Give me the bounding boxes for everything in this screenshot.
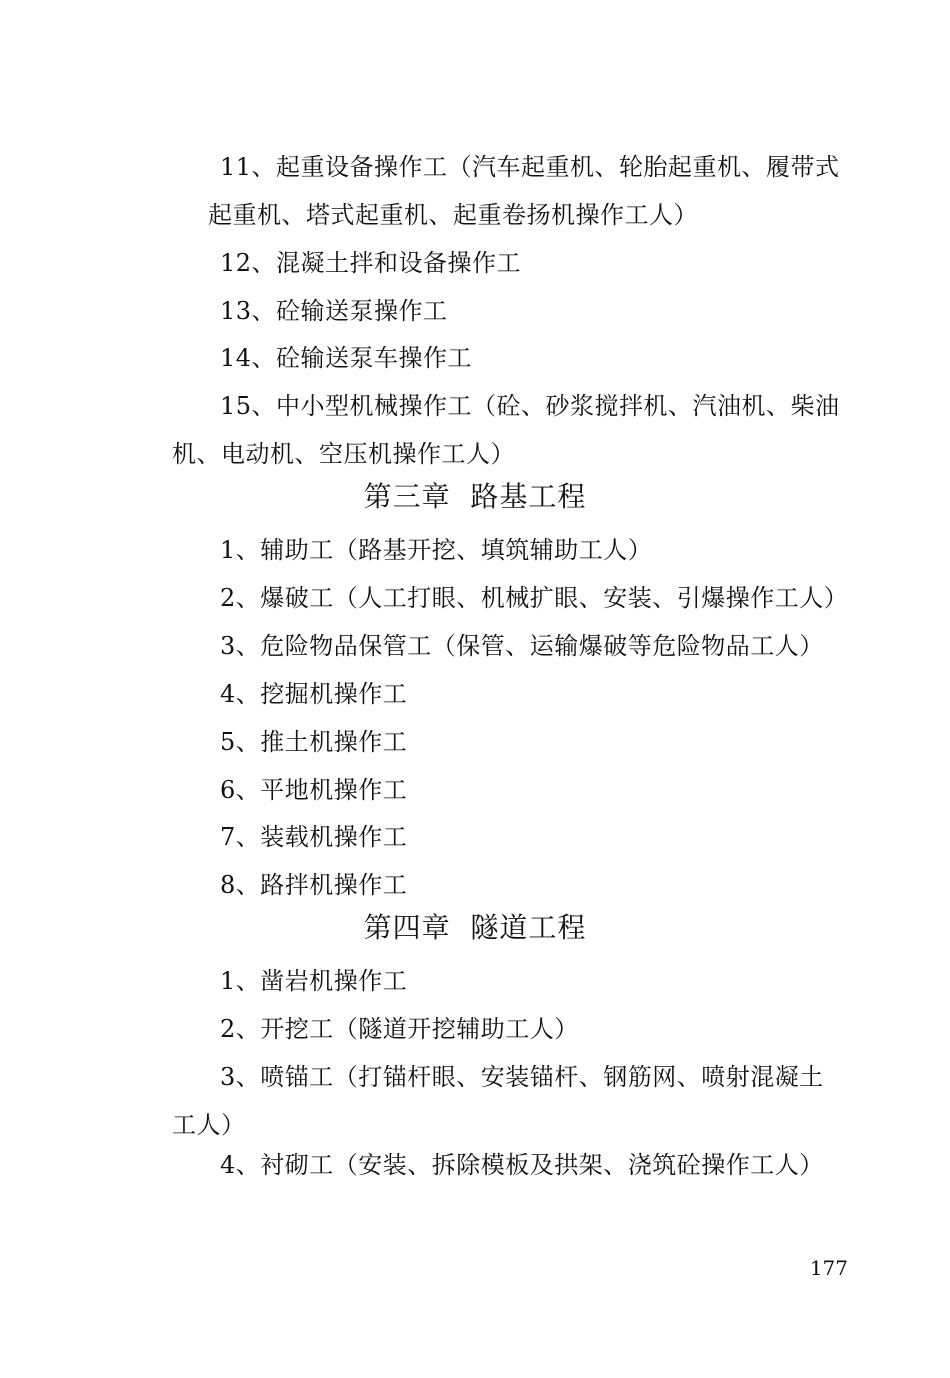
list-item-continuation: 起重机、塔式起重机、起重卷扬机操作工人） [208, 201, 698, 229]
chapter-title: 第三章 路基工程 [363, 480, 587, 513]
list-item: 2、爆破工（人工打眼、机械扩眼、安装、引爆操作工人） [220, 584, 849, 612]
list-item: 4、挖掘机操作工 [220, 680, 408, 708]
list-item: 15、中小型机械操作工（砼、砂浆搅拌机、汽油机、柴油 [220, 392, 840, 420]
list-item-continuation: 工人） [172, 1111, 246, 1139]
chapter-title: 第四章 隧道工程 [363, 911, 587, 944]
list-item: 11、起重设备操作工（汽车起重机、轮胎起重机、履带式 [220, 153, 840, 181]
list-item: 3、喷锚工（打锚杆眼、安装锚杆、钢筋网、喷射混凝土 [220, 1063, 824, 1091]
list-item: 5、推土机操作工 [220, 728, 408, 756]
list-item: 1、辅助工（路基开挖、填筑辅助工人） [220, 536, 653, 564]
list-item: 3、危险物品保管工（保管、运输爆破等危险物品工人） [220, 632, 824, 660]
list-item: 7、装载机操作工 [220, 823, 408, 851]
list-item: 1、凿岩机操作工 [220, 967, 408, 995]
list-item: 6、平地机操作工 [220, 776, 408, 804]
list-item: 13、砼输送泵操作工 [220, 297, 448, 325]
list-item: 4、衬砌工（安装、拆除模板及拱架、浇筑砼操作工人） [220, 1151, 824, 1179]
page-number: 177 [809, 1256, 848, 1280]
list-item: 12、混凝土拌和设备操作工 [220, 249, 522, 277]
list-item: 14、砼输送泵车操作工 [220, 344, 473, 372]
list-item: 2、开挖工（隧道开挖辅助工人） [220, 1015, 579, 1043]
list-item-continuation: 机、电动机、空压机操作工人） [172, 440, 515, 468]
list-item: 8、路拌机操作工 [220, 871, 408, 899]
